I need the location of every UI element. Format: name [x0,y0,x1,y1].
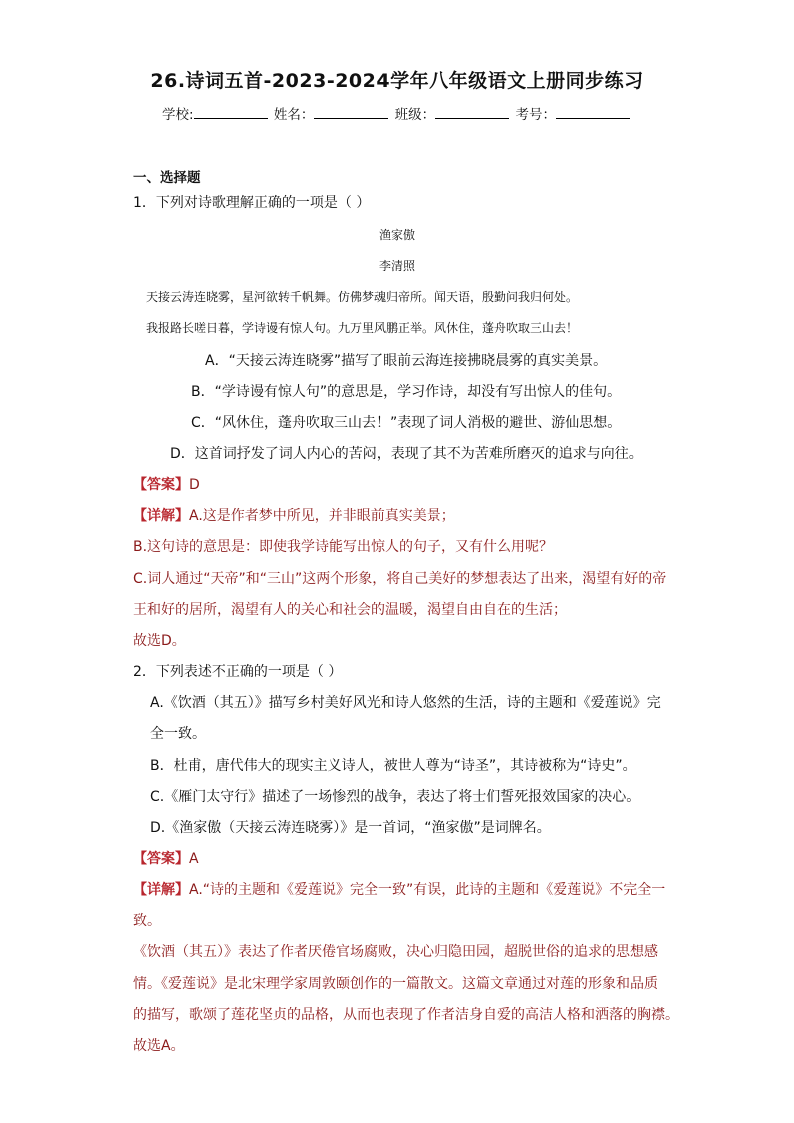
document-title: 26.诗词五首-2023-2024学年八年级语文上册同步练习 [150,70,644,92]
exam-no-label: 考号： [515,107,556,123]
q2-option-a-2: 全一致。 [150,726,206,742]
q1-detail-1: A.这是作者梦中所见，并非眼前真实美景； [189,508,455,524]
q2-detail-1b: 致。 [133,913,161,929]
school-label: 学校: [162,107,194,123]
q1-detail-3a: C.词人通过“天帝”和“三山”这两个形象，将自己美好的梦想表达了出来，渴望有好的帝 [133,571,667,587]
q2-option-b: B．杜甫，唐代伟大的现实主义诗人，被世人尊为“诗圣”，其诗被称为“诗史”。 [150,758,637,774]
name-blank[interactable] [314,105,388,119]
q1-answer-line [133,474,200,494]
class-blank[interactable] [435,105,509,119]
q1-poem-author: 李清照 [378,259,415,273]
q2-detail-line-1 [133,879,665,899]
q1-option-c: C．“风休住，蓬舟吹取三山去！”表现了词人消极的避世、游仙思想。 [191,415,622,431]
q2-answer-tag: 【答案】 [133,851,189,867]
q2-detail-tag: 【详解】 [133,882,189,898]
q2-option-d: D.《渔家傲（天接云涛连晓雾）》是一首词，“渔家傲”是词牌名。 [150,820,551,836]
q2-detail-2a: 《饮酒（其五）》表达了作者厌倦官场腐败，决心归隐田园，超脱世俗的追求的思想感 [133,944,658,960]
q1-conclusion: 故选D。 [133,633,186,649]
q1-option-d: D．这首词抒发了词人内心的苦闷，表现了其不为苦难所磨灭的追求与向往。 [170,446,643,462]
q1-detail-line-1 [133,505,455,525]
q1-option-a: A．“天接云涛连晓雾”描写了眼前云海连接拂晓晨雾的真实美景。 [205,353,608,369]
q2-option-c: C.《雁门太守行》描述了一场惨烈的战争，表达了将士们誓死报效国家的决心。 [150,789,641,805]
q2-conclusion: 故选A。 [133,1038,185,1054]
q1-detail-tag: 【详解】 [133,508,189,524]
q2-detail-1a: A.“诗的主题和《爱莲说》完全一致”有误，此诗的主题和《爱莲说》不完全一 [189,882,666,898]
q1-answer-tag: 【答案】 [133,477,189,493]
q1-stem: 1．下列对诗歌理解正确的一项是（ ） [133,195,371,211]
q1-poem-title: 渔家傲 [378,228,415,242]
q1-detail-2: B.这句诗的意思是：即使我学诗能写出惊人的句子，又有什么用呢？ [133,539,554,555]
q2-stem: 2．下列表述不正确的一项是（ ） [133,664,343,680]
q2-detail-2b: 情。《爱莲说》是北宋理学家周敦颐创作的一篇散文。这篇文章通过对莲的形象和品质 [133,976,658,992]
q2-option-a-1: A.《饮酒（其五）》描写乡村美好风光和诗人悠然的生活，诗的主题和《爱莲说》完 [150,695,661,711]
exam-no-blank[interactable] [556,105,630,119]
q1-poem-line-2: 我报路长嗟日暮，学诗谩有惊人句。九万里风鹏正举。风休住，蓬舟吹取三山去！ [146,321,579,335]
q2-detail-2c: 的描写，歌颂了莲花坚贞的品格，从而也表现了作者洁身自爱的高洁人格和洒落的胸襟。 [133,1007,679,1023]
q1-poem-line-1: 天接云涛连晓雾，星河欲转千帆舞。仿佛梦魂归帝所。闻天语，殷勤问我归何处。 [146,290,579,304]
section-heading: 一、选择题 [133,170,201,186]
q1-detail-3b: 王和好的居所，渴望有人的关心和社会的温暖，渴望自由自在的生活； [133,602,567,618]
student-info-line [0,103,794,123]
name-label: 姓名： [273,107,315,123]
q2-answer-value: A [189,851,199,867]
school-blank[interactable] [194,105,268,119]
q1-answer-value: D [189,477,200,493]
q1-option-b: B．“学诗谩有惊人句”的意思是，学习作诗，却没有写出惊人的佳句。 [191,384,622,400]
q2-answer-line [133,848,199,868]
class-label: 班级： [394,107,436,123]
